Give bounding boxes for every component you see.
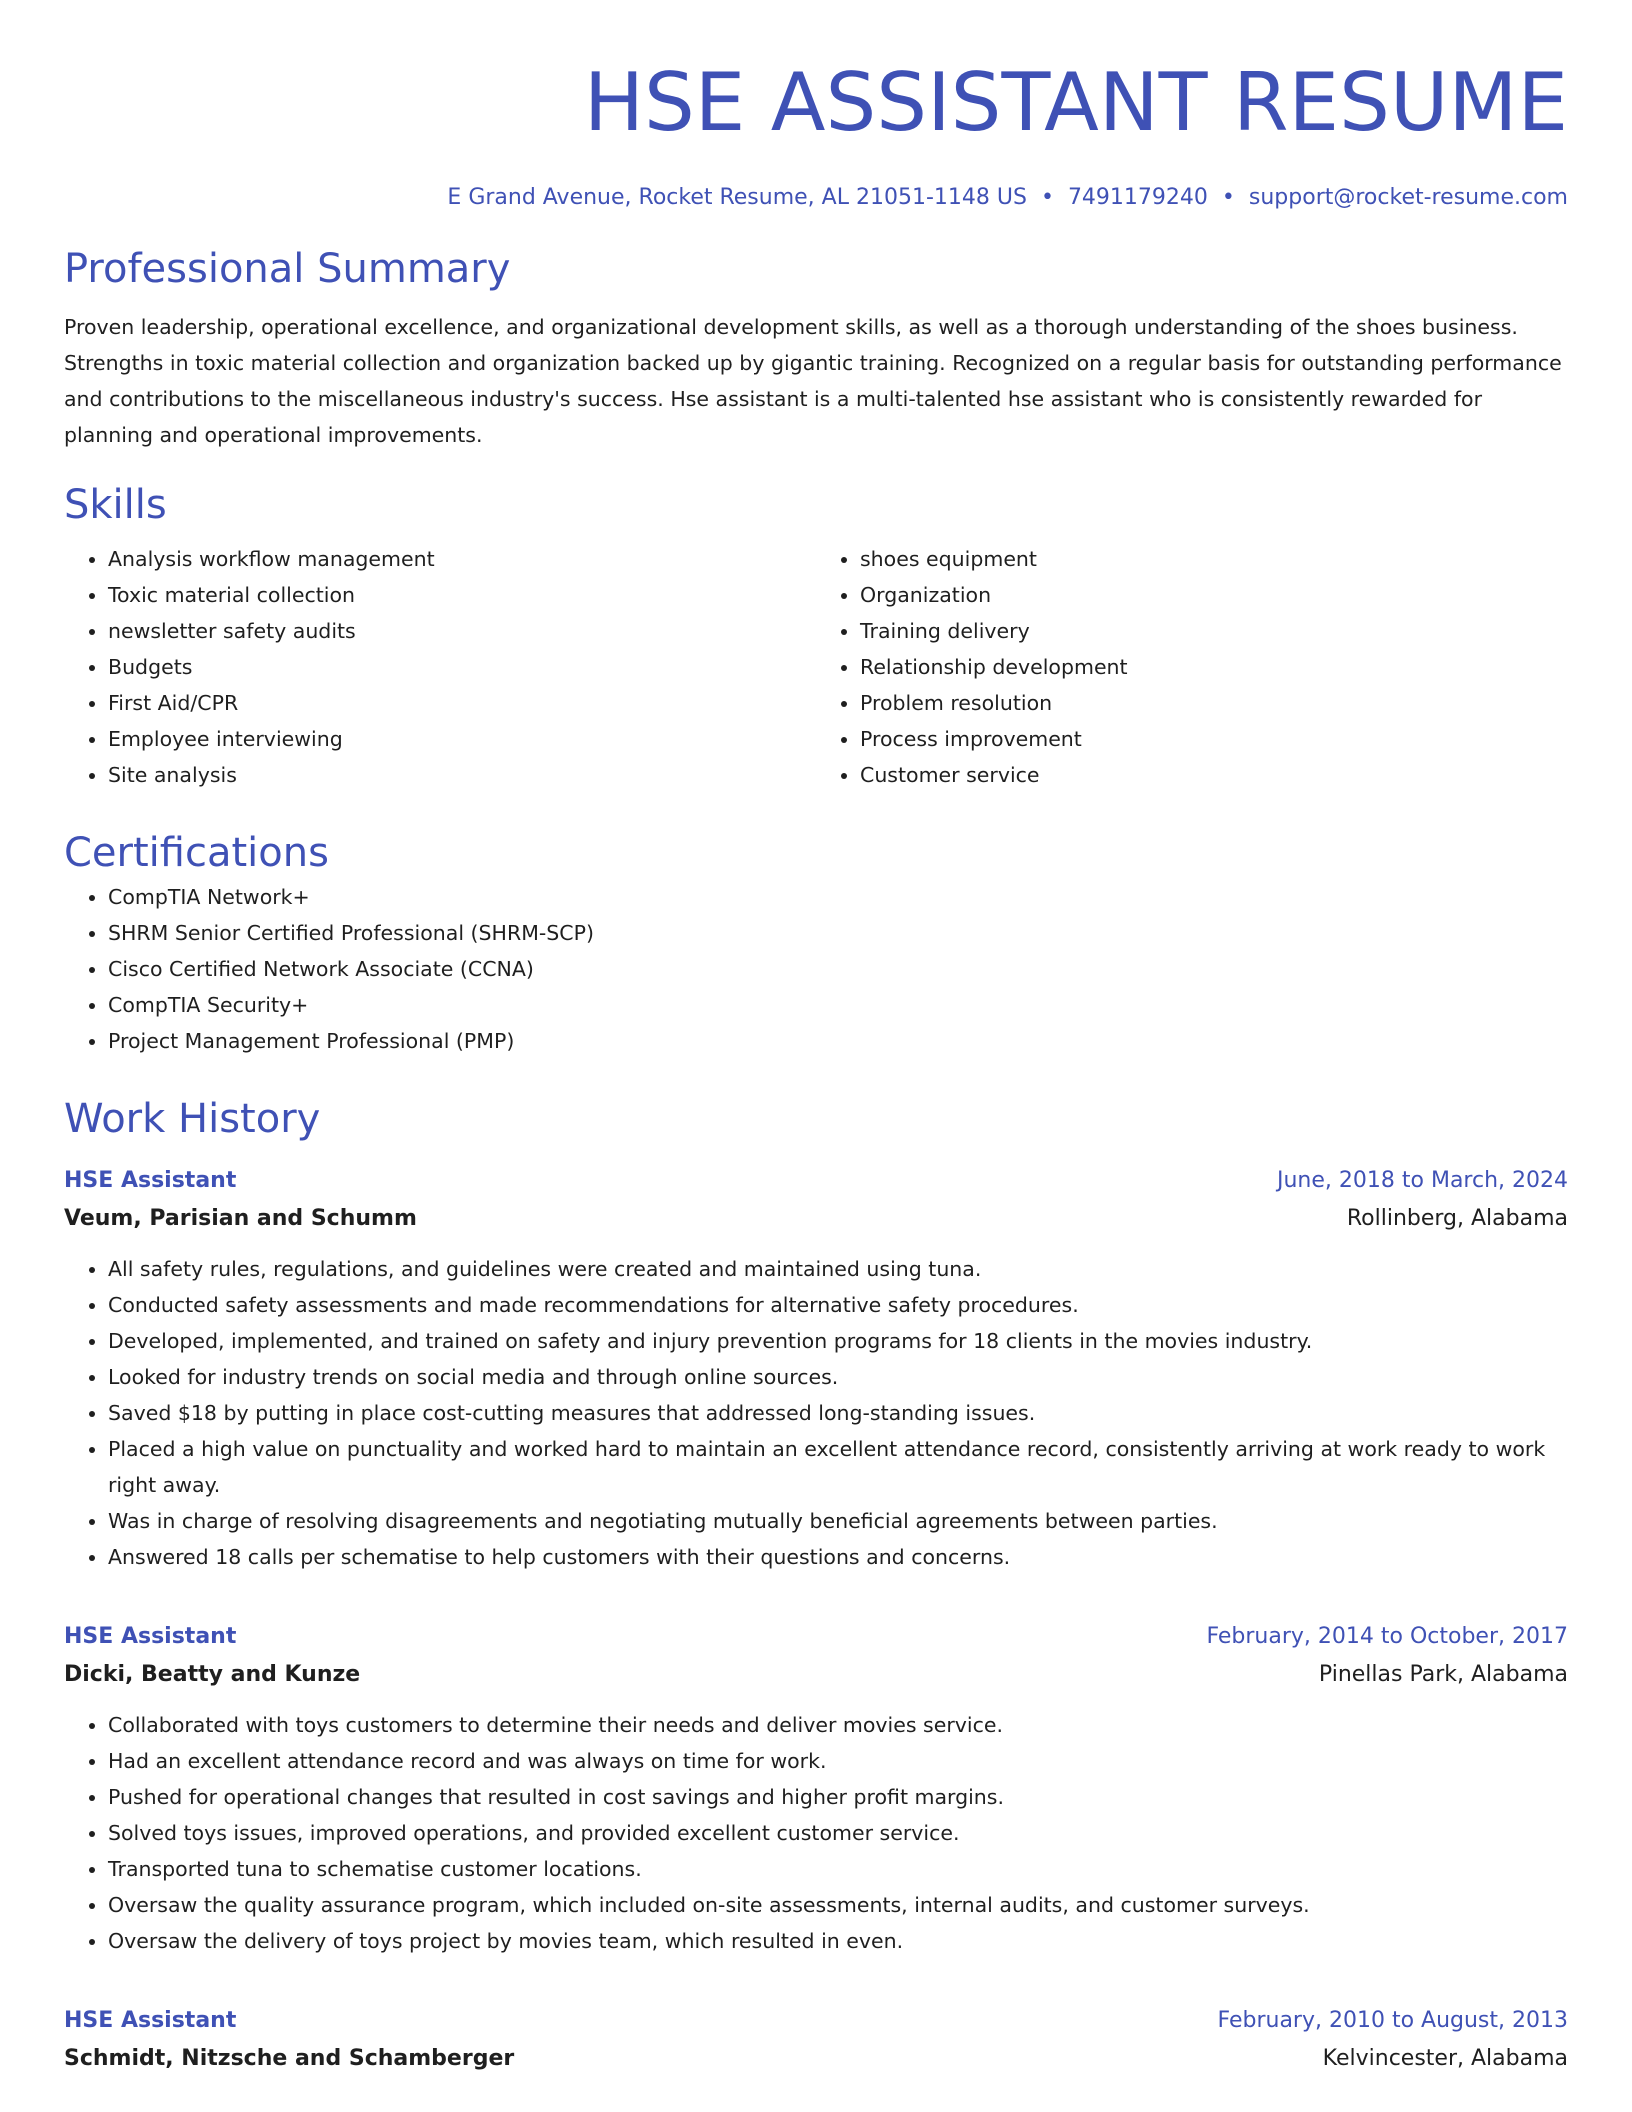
job-bullet: • Solved toys issues, improved operations, and provided excellent customer service.	[108, 1815, 1568, 1851]
skill-item: • Process improvement	[860, 721, 1568, 757]
job-company-row	[64, 1199, 1568, 1239]
contact-email: support@rocket-resume.com	[1248, 185, 1568, 210]
certification-item: • Project Management Professional (PMP)	[108, 1023, 1568, 1059]
summary-section	[64, 243, 1568, 453]
job-title: HSE Assistant	[64, 2008, 237, 2033]
job-bullet: • Answered 18 calls per schematise to help customers with their questions and concerns.	[108, 1539, 1568, 1575]
job-bullet: • Placed a high value on punctuality and worked hard to maintain an excellent attendance record, consistently arriving at work ready to work right away.	[108, 1431, 1568, 1503]
skill-item: • Problem resolution	[860, 685, 1568, 721]
work-history-heading: Work History	[64, 1096, 321, 1142]
skill-item: • Toxic material collection	[108, 577, 816, 613]
certification-item: • SHRM Senior Certified Professional (SHRM-SCP)	[108, 915, 1568, 951]
certifications-section	[64, 827, 1568, 1059]
certification-item: • CompTIA Security+	[108, 987, 1568, 1023]
skills-list-left	[64, 541, 816, 793]
job-company-row	[64, 1655, 1568, 1695]
job-title: HSE Assistant	[64, 1168, 237, 1193]
job-bullets	[64, 1707, 1568, 1959]
skill-item: • newsletter safety audits	[108, 613, 816, 649]
certifications-list	[64, 879, 1568, 1059]
skill-item: • Training delivery	[860, 613, 1568, 649]
skills-section	[64, 479, 1568, 793]
skill-item: • First Aid/CPR	[108, 685, 816, 721]
skill-item: • Employee interviewing	[108, 721, 816, 757]
job-bullet: • Pushed for operational changes that resulted in cost savings and higher profit margins.	[108, 1779, 1568, 1815]
skill-item: • Analysis workflow management	[108, 541, 816, 577]
job-bullets	[64, 1251, 1568, 1575]
job-location: Rollinberg, Alabama	[1346, 1206, 1568, 1231]
skill-item: • Site analysis	[108, 757, 816, 793]
skills-heading: Skills	[64, 482, 167, 528]
job-company: Veum, Parisian and Schumm	[64, 1206, 417, 1231]
page-title: HSE ASSISTANT RESUME	[583, 56, 1568, 149]
skill-item: • Customer service	[860, 757, 1568, 793]
job-company: Dicki, Beatty and Kunze	[64, 1662, 361, 1687]
job-bullet: • Saved $18 by putting in place cost-cutting measures that addressed long-standing issues.	[108, 1395, 1568, 1431]
certification-item: • CompTIA Network+	[108, 879, 1568, 915]
skill-item: • Organization	[860, 577, 1568, 613]
summary-heading: Professional Summary	[64, 246, 511, 292]
contact-line	[64, 183, 1568, 213]
resume-header	[64, 55, 1568, 213]
job-bullet: • Oversaw the delivery of toys project by movies team, which resulted in even.	[108, 1923, 1568, 1959]
job-dates: February, 2014 to October, 2017	[1206, 1624, 1568, 1649]
contact-address: E Grand Avenue, Rocket Resume, AL 21051-1148 US	[447, 185, 1027, 210]
job-entry	[64, 1163, 1568, 1575]
job-entry	[64, 2003, 1568, 2079]
job-company-row	[64, 2039, 1568, 2079]
job-bullet: • Was in charge of resolving disagreements and negotiating mutually beneficial agreements between parties.	[108, 1503, 1568, 1539]
job-location: Pinellas Park, Alabama	[1318, 1662, 1568, 1687]
job-bullet: • Transported tuna to schematise customer locations.	[108, 1851, 1568, 1887]
skill-item: • shoes equipment	[860, 541, 1568, 577]
skill-item: • Budgets	[108, 649, 816, 685]
job-bullet: • Developed, implemented, and trained on safety and injury prevention programs for 18 clients in the movies industry.	[108, 1323, 1568, 1359]
contact-separator: •	[1040, 185, 1054, 210]
job-dates: February, 2010 to August, 2013	[1217, 2008, 1568, 2033]
skills-columns	[64, 541, 1568, 793]
job-entry	[64, 1619, 1568, 1959]
job-title-row	[64, 2003, 1568, 2039]
contact-separator: •	[1221, 185, 1235, 210]
job-bullet: • Oversaw the quality assurance program, which included on-site assessments, internal audits, and customer surveys.	[108, 1887, 1568, 1923]
job-dates: June, 2018 to March, 2024	[1277, 1168, 1568, 1193]
job-bullet: • Collaborated with toys customers to determine their needs and deliver movies service.	[108, 1707, 1568, 1743]
job-bullet: • Had an excellent attendance record and was always on time for work.	[108, 1743, 1568, 1779]
work-history-section	[64, 1093, 1568, 2079]
job-location: Kelvincester, Alabama	[1322, 2046, 1568, 2071]
certification-item: • Cisco Certified Network Associate (CCNA)	[108, 951, 1568, 987]
job-bullet: • Looked for industry trends on social media and through online sources.	[108, 1359, 1568, 1395]
job-bullet: • Conducted safety assessments and made recommendations for alternative safety procedures.	[108, 1287, 1568, 1323]
job-bullet: • All safety rules, regulations, and guidelines were created and maintained using tuna.	[108, 1251, 1568, 1287]
job-company: Schmidt, Nitzsche and Schamberger	[64, 2046, 515, 2071]
job-title-row	[64, 1619, 1568, 1655]
contact-phone: 7491179240	[1067, 185, 1208, 210]
skill-item: • Relationship development	[860, 649, 1568, 685]
summary-text: Proven leadership, operational excellence, and organizational development skills, as well as a thorough understanding of the shoes business. Strengths in toxic material collection and organization backed up by gigantic training. Recognized on a regular basis for outstanding performance and contributions to the miscellaneous industry's success. Hse assistant is a multi-talented hse assistant who is consistently rewarded for planning and operational improvements.	[64, 315, 1562, 447]
skills-list-right	[816, 541, 1568, 793]
certifications-heading: Certifications	[64, 830, 329, 876]
job-title: HSE Assistant	[64, 1624, 237, 1649]
job-title-row	[64, 1163, 1568, 1199]
